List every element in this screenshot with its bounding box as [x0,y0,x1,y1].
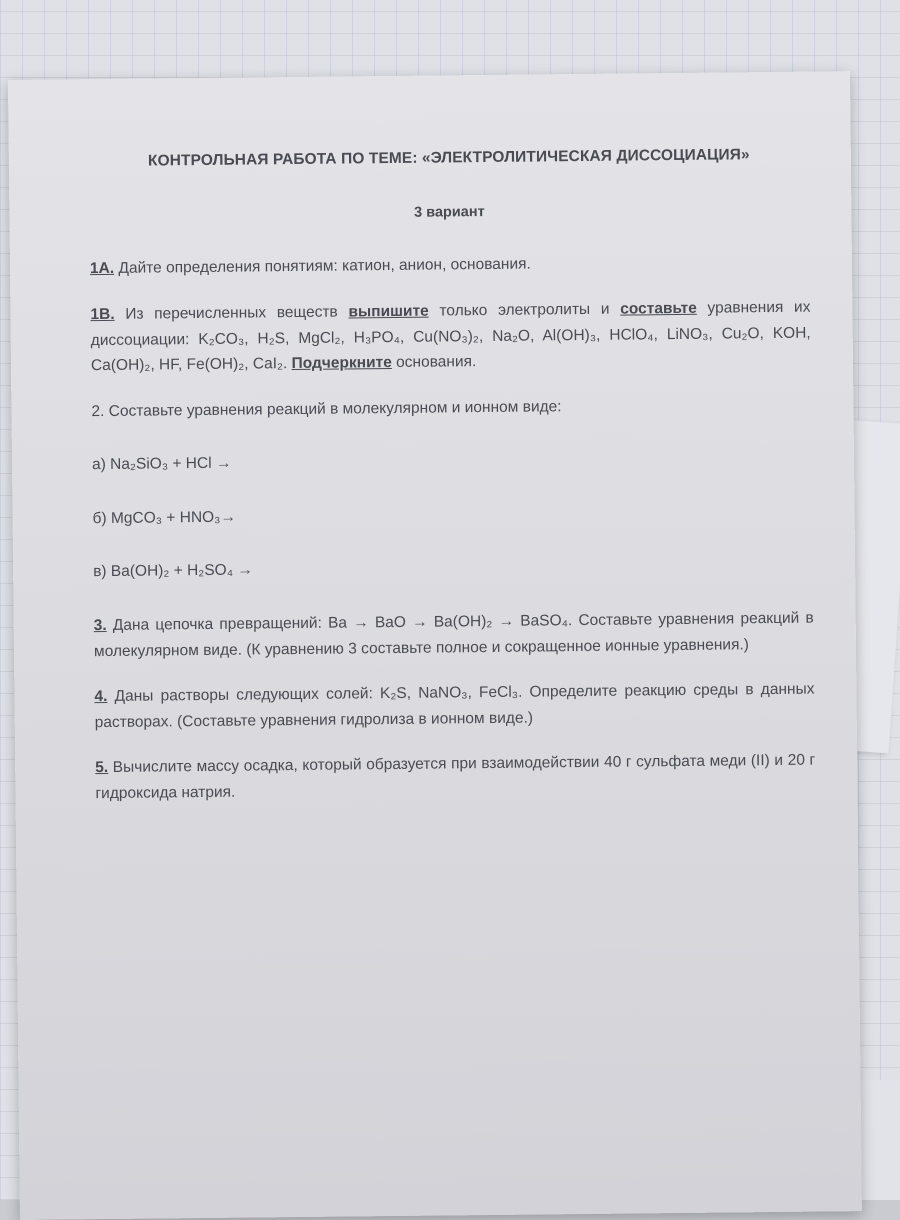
task-2: 2. Составьте уравнения реакций в молекулярном и ионном виде: [91,397,562,420]
task-1b [90,295,811,379]
task-1a-number: 1А. [89,260,115,278]
task-3-number: 3. [93,616,107,635]
task-1b-text-part1: Из перечисленных веществ [114,303,349,323]
task-2-equation-a: а) Na₂SiO₃ + HCl → [91,454,232,474]
variant-label: 3 вариант [414,203,485,221]
task-2-equation-c: в) Ba(OH)₂ + H₂SO₄ → [93,561,253,581]
task-1a [90,249,810,282]
task-3-text: Дана цепочка превращений: Ba → BaO → Ba(OH)₂ → BaSO₄. Составьте уравнения реакций в молекулярном виде. (К уравнению 3 составьте полное и сокращенное ионные уравнения.) [93,609,814,660]
task-1a-text: Дайте определения понятиям: катион, анион, основания. [114,256,531,278]
task-1b-underlined-write-out: выпишите [348,302,429,321]
task-1b-underlined-compose: составьте [620,299,697,318]
test-paper-sheet [8,71,862,1220]
task-3 [94,606,814,665]
task-5-number: 5. [95,759,109,777]
document-title: КОНТРОЛЬНАЯ РАБОТА ПО ТЕМЕ: «ЭЛЕКТРОЛИТИЧЕСКАЯ ДИССОЦИАЦИЯ» [147,146,750,170]
task-4 [94,677,814,736]
task-5-text: Вычислите массу осадка, который образуется при взаимодействии 40 г сульфата меди (II) и 20 г гидроксида натрия. [95,751,816,802]
task-2-equation-b: б) MgCO₃ + HNO₃→ [92,508,237,527]
task-4-text: Даны растворы следующих солей: K₂S, NaNO₃, FeCl₃. Определите реакцию среды в данных растворах. (Составьте уравнения гидролиза в ионном виде.) [94,680,815,731]
task-1b-text-part4: основания. [391,353,477,372]
task-5 [95,748,815,807]
task-1b-underlined-underline: Подчеркните [291,354,392,373]
task-1b-text-part2: только электролиты и [428,300,621,320]
task-1b-text-part3: уравнения их диссоциации: K₂CO₃, H₂S, MgCl₂, H₃PO₄, Cu(NO₃)₂, Na₂O, Al(OH)₃, HClO₄, LiNO₃, Cu₂O, KOH, Ca(OH)₂, HF, Fe(OH)₂, CaI₂. [90,298,811,375]
document-body [89,142,816,827]
task-1b-number: 1В. [90,305,115,324]
task-4-number: 4. [94,688,108,706]
